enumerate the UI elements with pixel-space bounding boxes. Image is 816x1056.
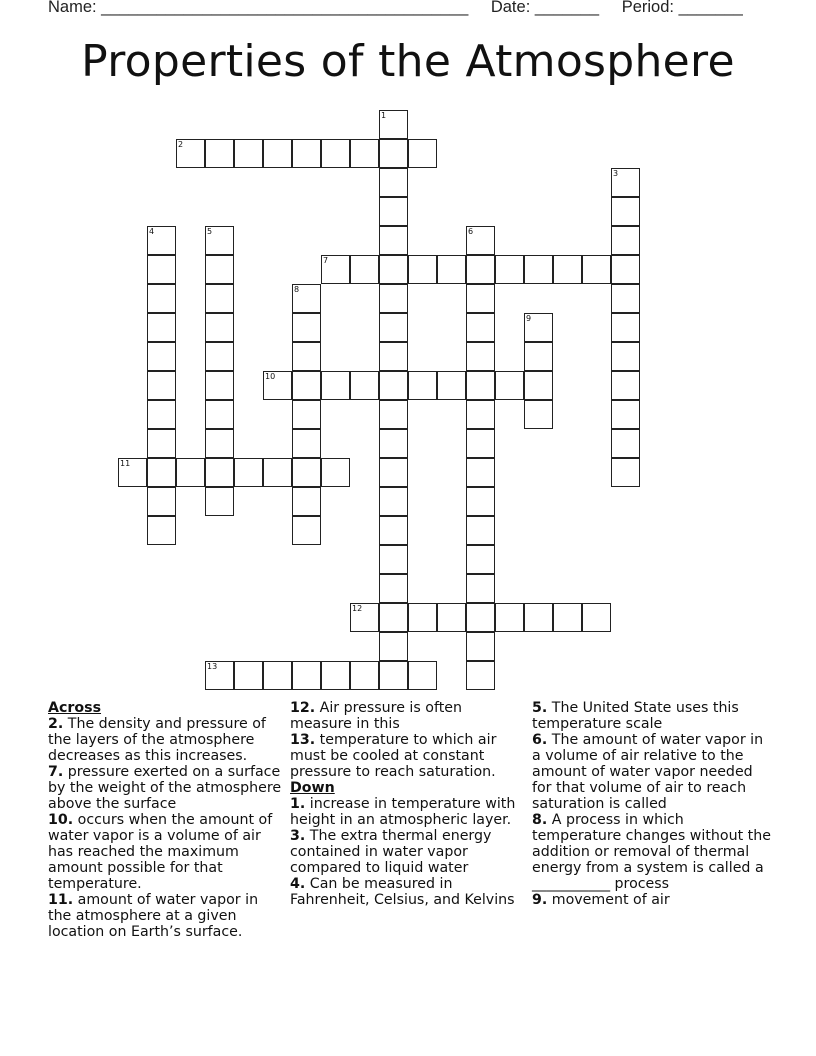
grid-cell[interactable] [263, 371, 292, 400]
grid-cell[interactable] [466, 487, 495, 516]
grid-cell[interactable] [350, 139, 379, 168]
down-clue-4 [290, 876, 526, 908]
clue-number: 13. [290, 732, 316, 748]
grid-cell[interactable] [263, 661, 292, 690]
grid-cell[interactable] [350, 371, 379, 400]
clue-number-label: 5 [207, 227, 213, 236]
across-heading: Across [48, 700, 102, 716]
grid-cell[interactable] [379, 458, 408, 487]
grid-cell[interactable] [408, 371, 437, 400]
clue-number: 8. [532, 812, 548, 828]
grid-cell[interactable] [466, 429, 495, 458]
grid-cell[interactable] [437, 255, 466, 284]
grid-cell[interactable] [234, 139, 263, 168]
grid-cell[interactable] [205, 429, 234, 458]
grid-cell[interactable] [205, 139, 234, 168]
clue-number: 5. [532, 700, 548, 716]
grid-cell[interactable] [408, 603, 437, 632]
across-clue-2 [48, 716, 284, 764]
clue-text: A process in which temperature changes without the addition or removal of thermal energy from a system is called a ___________ process [532, 812, 771, 892]
grid-cell[interactable] [379, 255, 408, 284]
grid-cell[interactable] [350, 661, 379, 690]
grid-cell[interactable] [466, 226, 495, 255]
grid-cell[interactable] [495, 371, 524, 400]
grid-cell[interactable] [350, 603, 379, 632]
grid-cell[interactable] [292, 371, 321, 400]
grid-cell[interactable] [553, 255, 582, 284]
clue-number-label: 12 [352, 604, 363, 613]
grid-cell[interactable] [292, 284, 321, 313]
grid-cell[interactable] [524, 313, 553, 342]
grid-cell[interactable] [379, 284, 408, 313]
grid-cell[interactable] [611, 284, 640, 313]
clue-text: increase in temperature with height in an atmospheric layer. [290, 796, 516, 828]
grid-cell[interactable] [147, 400, 176, 429]
grid-cell[interactable] [292, 487, 321, 516]
grid-cell[interactable] [466, 545, 495, 574]
grid-cell[interactable] [147, 429, 176, 458]
clue-text: Can be measured in Fahrenheit, Celsius, and Kelvins [290, 876, 515, 908]
grid-cell[interactable] [379, 197, 408, 226]
clue-text: movement of air [551, 892, 670, 908]
grid-cell[interactable] [263, 139, 292, 168]
grid-cell[interactable] [292, 429, 321, 458]
grid-cell[interactable] [205, 458, 234, 487]
clue-text: The amount of water vapor in a volume of air relative to the amount of water vapor needed for that volume of air to reach saturation is called [532, 732, 764, 812]
grid-cell[interactable] [611, 458, 640, 487]
grid-cell[interactable] [379, 342, 408, 371]
clue-number: 10. [48, 812, 74, 828]
grid-cell[interactable] [466, 255, 495, 284]
grid-cell[interactable] [466, 342, 495, 371]
clues-column-1 [48, 700, 284, 940]
grid-cell[interactable] [205, 371, 234, 400]
grid-cell[interactable] [176, 139, 205, 168]
grid-cell[interactable] [437, 603, 466, 632]
grid-cell[interactable] [147, 371, 176, 400]
clue-number: 12. [290, 700, 316, 716]
clue-number-label: 10 [265, 372, 276, 381]
clue-text: pressure exerted on a surface by the weight of the atmosphere above the surface [48, 764, 282, 812]
grid-cell[interactable] [466, 400, 495, 429]
across-clue-12 [290, 700, 526, 732]
grid-cell[interactable] [205, 342, 234, 371]
clue-text: The density and pressure of the layers of the atmosphere decreases as this increases. [48, 716, 266, 764]
grid-cell[interactable] [524, 255, 553, 284]
down-clue-8 [532, 812, 772, 892]
grid-cell[interactable] [292, 458, 321, 487]
grid-cell[interactable] [234, 458, 263, 487]
grid-cell[interactable] [147, 313, 176, 342]
grid-cell[interactable] [321, 458, 350, 487]
grid-cell[interactable] [205, 226, 234, 255]
period-field-label[interactable]: Period: _______ [621, 0, 743, 16]
grid-cell[interactable] [379, 313, 408, 342]
grid-cell[interactable] [292, 400, 321, 429]
clue-number-label: 11 [120, 459, 131, 468]
grid-cell[interactable] [379, 661, 408, 690]
clues-column-2 [290, 700, 526, 908]
clue-number-label: 13 [207, 662, 218, 671]
grid-cell[interactable] [147, 516, 176, 545]
across-clue-7 [48, 764, 284, 812]
clue-number-label: 8 [294, 285, 300, 294]
grid-cell[interactable] [408, 139, 437, 168]
grid-cell[interactable] [408, 661, 437, 690]
grid-cell[interactable] [408, 255, 437, 284]
grid-cell[interactable] [205, 400, 234, 429]
grid-cell[interactable] [379, 139, 408, 168]
name-field-label[interactable]: Name: ________________________________________ [48, 0, 469, 16]
clue-text: amount of water vapor in the atmosphere at a given location on Earth’s surface. [48, 892, 259, 940]
down-clue-3 [290, 828, 526, 876]
grid-cell[interactable] [611, 371, 640, 400]
grid-cell[interactable] [379, 110, 408, 139]
grid-cell[interactable] [466, 458, 495, 487]
grid-cell[interactable] [553, 603, 582, 632]
grid-cell[interactable] [611, 197, 640, 226]
grid-cell[interactable] [582, 603, 611, 632]
grid-cell[interactable] [379, 429, 408, 458]
clue-text: occurs when the amount of water vapor is a volume of air has reached the maximum amount possible for that temperature. [48, 812, 273, 892]
grid-cell[interactable] [611, 400, 640, 429]
grid-cell[interactable] [379, 487, 408, 516]
clue-number: 2. [48, 716, 64, 732]
grid-cell[interactable] [611, 226, 640, 255]
grid-cell[interactable] [466, 632, 495, 661]
clue-number-label: 7 [323, 256, 329, 265]
grid-cell[interactable] [321, 255, 350, 284]
grid-cell[interactable] [379, 400, 408, 429]
clue-number: 1. [290, 796, 306, 812]
clue-number-label: 2 [178, 140, 184, 149]
grid-cell[interactable] [292, 661, 321, 690]
grid-cell[interactable] [466, 574, 495, 603]
clue-text: Air pressure is often measure in this [290, 700, 462, 732]
grid-cell[interactable] [205, 487, 234, 516]
clue-text: temperature to which air must be cooled at constant pressure to reach saturation. [290, 732, 497, 780]
grid-cell[interactable] [263, 458, 292, 487]
clue-number: 9. [532, 892, 548, 908]
down-heading: Down [290, 780, 335, 796]
clue-number-label: 6 [468, 227, 474, 236]
grid-cell[interactable] [466, 516, 495, 545]
clue-number: 3. [290, 828, 306, 844]
grid-cell[interactable] [147, 255, 176, 284]
date-field-label[interactable]: Date: _______ [490, 0, 600, 16]
clue-number-label: 1 [381, 111, 387, 120]
grid-cell[interactable] [466, 661, 495, 690]
grid-cell[interactable] [495, 255, 524, 284]
clue-number: 6. [532, 732, 548, 748]
grid-cell[interactable] [379, 574, 408, 603]
grid-cell[interactable] [466, 603, 495, 632]
grid-cell[interactable] [321, 661, 350, 690]
clue-number: 11. [48, 892, 74, 908]
grid-cell[interactable] [582, 255, 611, 284]
grid-cell[interactable] [147, 284, 176, 313]
clue-text: The United State uses this temperature scale [532, 700, 739, 732]
grid-cell[interactable] [147, 342, 176, 371]
across-clue-10 [48, 812, 284, 892]
grid-cell[interactable] [379, 168, 408, 197]
down-clue-1 [290, 796, 526, 828]
grid-cell[interactable] [176, 458, 205, 487]
grid-cell[interactable] [321, 371, 350, 400]
down-clue-5 [532, 700, 772, 732]
grid-cell[interactable] [524, 342, 553, 371]
grid-cell[interactable] [466, 313, 495, 342]
grid-cell[interactable] [379, 603, 408, 632]
down-clue-9 [532, 892, 772, 908]
grid-cell[interactable] [147, 487, 176, 516]
grid-cell[interactable] [379, 632, 408, 661]
clue-number-label: 3 [613, 169, 619, 178]
grid-cell[interactable] [292, 313, 321, 342]
grid-cell[interactable] [466, 371, 495, 400]
grid-cell[interactable] [611, 429, 640, 458]
across-clue-11 [48, 892, 284, 940]
grid-cell[interactable] [611, 342, 640, 371]
grid-cell[interactable] [379, 545, 408, 574]
down-clue-6 [532, 732, 772, 812]
clue-number-label: 9 [526, 314, 532, 323]
grid-cell[interactable] [321, 139, 350, 168]
page-title: Properties of the Atmosphere [81, 36, 735, 87]
grid-cell[interactable] [495, 603, 524, 632]
grid-cell[interactable] [205, 255, 234, 284]
clue-text: The extra thermal energy contained in water vapor compared to liquid water [290, 828, 492, 876]
grid-cell[interactable] [611, 313, 640, 342]
grid-cell[interactable] [379, 371, 408, 400]
grid-cell[interactable] [524, 603, 553, 632]
grid-cell[interactable] [205, 313, 234, 342]
grid-cell[interactable] [234, 661, 263, 690]
clue-number: 4. [290, 876, 306, 892]
clue-number-label: 4 [149, 227, 155, 236]
grid-cell[interactable] [379, 226, 408, 255]
grid-cell[interactable] [147, 458, 176, 487]
grid-cell[interactable] [118, 458, 147, 487]
grid-cell[interactable] [524, 400, 553, 429]
clue-number: 7. [48, 764, 64, 780]
grid-cell[interactable] [292, 139, 321, 168]
grid-cell[interactable] [205, 284, 234, 313]
grid-cell[interactable] [350, 255, 379, 284]
grid-cell[interactable] [292, 516, 321, 545]
grid-cell[interactable] [611, 255, 640, 284]
grid-cell[interactable] [437, 371, 466, 400]
grid-cell[interactable] [379, 516, 408, 545]
across-clue-13 [290, 732, 526, 780]
grid-cell[interactable] [611, 168, 640, 197]
grid-cell[interactable] [205, 661, 234, 690]
grid-cell[interactable] [466, 284, 495, 313]
clues-column-3 [532, 700, 772, 908]
grid-cell[interactable] [524, 371, 553, 400]
grid-cell[interactable] [292, 342, 321, 371]
grid-cell[interactable] [147, 226, 176, 255]
